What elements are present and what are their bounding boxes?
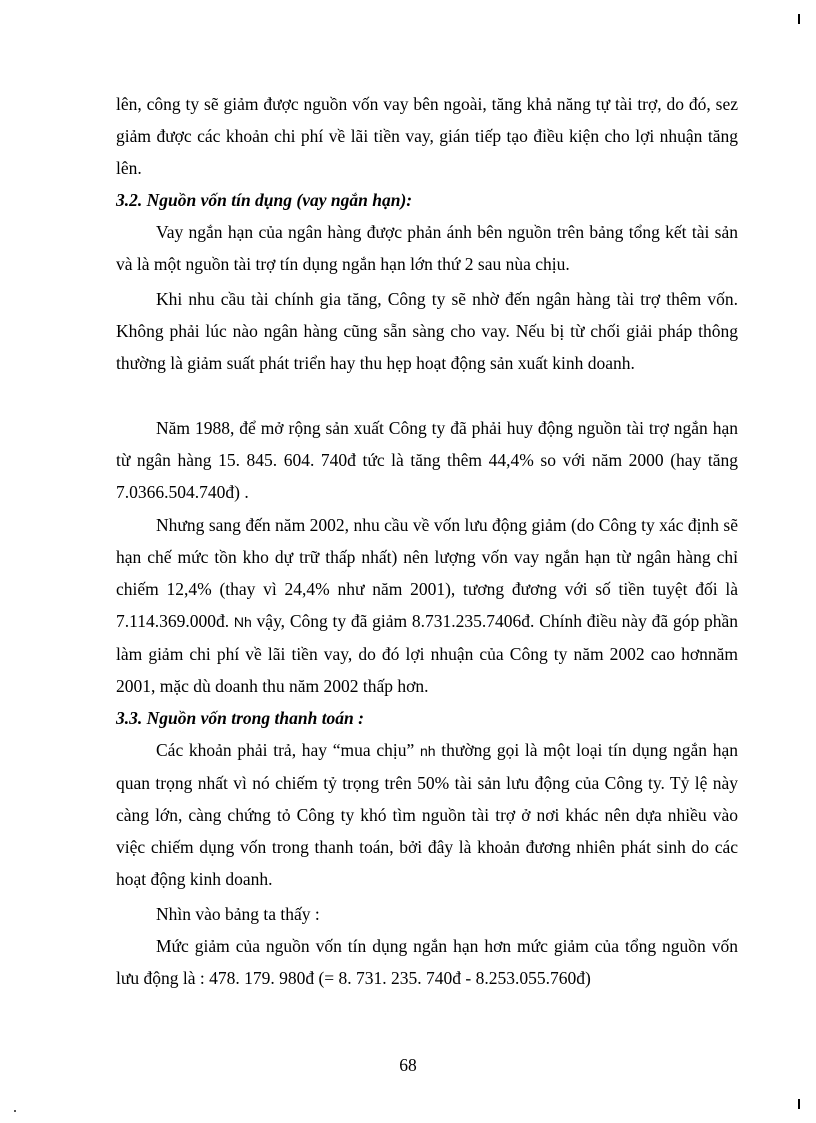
paragraph-fragment: nh bbox=[419, 743, 436, 759]
paragraph-table-intro: Nhìn vào bảng ta thấy : bbox=[156, 904, 320, 924]
scan-mark bbox=[14, 1110, 16, 1112]
section-heading-3-2: 3.2. Nguồn vốn tín dụng (vay ngắn hạn): bbox=[116, 190, 413, 210]
paragraph-reduction: Mức giảm của nguồn vốn tín dụng ngắn hạn hơn mức giảm của tổng nguồn vốn lưu động là : 478. 179. 980đ (= 8. 731. 235. 740đ - 8.253.055.760đ) bbox=[116, 936, 738, 988]
paragraph-text: thường gọi là một loại tín dụng ngắn hạn quan trọng nhất vì nó chiếm tỷ trọng trên 50% tài sản lưu động của Công ty. Tỷ lệ này càng lớn, càng chứng tỏ Công ty khó tìm nguồn tài trợ ở nơi khác nên dựa nhiều vào việc chiếm dụng vốn trong thanh toán, bởi đây là khoản đương nhiên phát sinh do các hoạt động kinh doanh. bbox=[116, 740, 738, 889]
paragraph-year-1988: Năm 1988, để mở rộng sản xuất Công ty đã phải huy động nguồn tài trợ ngắn hạn từ ngân hàng 15. 845. 604. 740đ tức là tăng thêm 44,4% so với năm 2000 (hay tăng 7.0366.504.740đ) . bbox=[116, 418, 738, 502]
paragraph-financial-needs: Khi nhu cầu tài chính gia tăng, Công ty sẽ nhờ đến ngân hàng tài trợ thêm vốn. Không phải lúc nào ngân hàng cũng sẵn sàng cho vay. Nếu bị từ chối giải pháp thông thường là giảm suất phát triển hay thu hẹp hoạt động sản xuất kinh doanh. bbox=[116, 289, 738, 373]
section-heading-3-3: 3.3. Nguồn vốn trong thanh toán : bbox=[116, 708, 364, 728]
scan-mark bbox=[798, 14, 800, 24]
paragraph-text: Các khoản phải trả, hay “mua chịu” bbox=[156, 740, 420, 760]
paragraph-text: Nhưng sang đến năm 2002, nhu cầu về vốn lưu động giảm (do Công ty xác định sẽ hạn chế mức tồn kho dự trữ thấp nhất) nên lượng vốn vay ngắn hạn từ ngân hàng chỉ chiếm 12,4% (thay vì 24,4% như năm 2001), tương đương với số tiền tuyệt đối là 7.114.369.000đ. bbox=[116, 515, 738, 631]
paragraph-year-2002 bbox=[116, 509, 738, 702]
paragraph-continuation: lên, công ty sẽ giảm được nguồn vốn vay bên ngoài, tăng khả năng tự tài trợ, do đó, sez giảm được các khoản chi phí về lãi tiền vay, gián tiếp tạo điều kiện cho lợi nhuận tăng lên. bbox=[116, 94, 738, 178]
paragraph-text: vậy, Công ty đã giảm 8.731.235.7406đ. Chính điều này đã góp phần làm giảm chi phí về lãi tiền vay, do đó lợi nhuận của Công ty năm 2002 cao hơnnăm 2001, mặc dù doanh thu năm 2002 thấp hơn. bbox=[116, 611, 738, 696]
paragraph-short-term-loans: Vay ngắn hạn của ngân hàng được phản ánh bên nguồn trên bảng tổng kết tài sản và là một nguồn tài trợ tín dụng ngắn hạn lớn thứ 2 sau nùa chịu. bbox=[116, 222, 738, 274]
paragraph-payables bbox=[116, 734, 738, 895]
scan-mark bbox=[798, 1099, 800, 1109]
page-number: 68 bbox=[399, 1055, 417, 1075]
paragraph-fragment: Nh bbox=[233, 614, 252, 630]
